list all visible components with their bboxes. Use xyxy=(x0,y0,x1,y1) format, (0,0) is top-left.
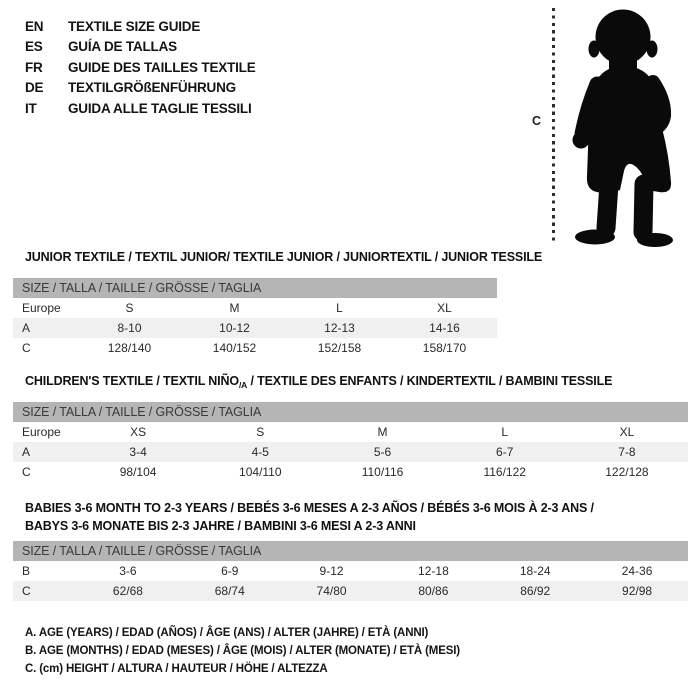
table-row xyxy=(13,422,688,442)
language-code: DE xyxy=(25,80,44,96)
children-table-title xyxy=(25,374,612,388)
cell-value: 9-12 xyxy=(319,564,344,578)
cell-value: 3-6 xyxy=(119,564,137,578)
cell-value: 24-36 xyxy=(621,564,653,578)
guide-title: GUIDE DES TAILLES TEXTILE xyxy=(68,59,256,75)
cell-value: 4-5 xyxy=(251,445,269,459)
row-label: C xyxy=(22,465,31,479)
cell-value: 140/152 xyxy=(212,341,257,355)
baby-figure xyxy=(528,4,698,252)
cell-value: 152/158 xyxy=(317,341,362,355)
cell-value: 6-7 xyxy=(496,445,514,459)
cell-value: S xyxy=(125,301,134,315)
table-row xyxy=(13,581,688,601)
cell-value: 104/110 xyxy=(239,465,282,479)
cell-value: S xyxy=(256,425,265,439)
row-label: A xyxy=(22,445,31,459)
babies-title-line1: BABIES 3-6 MONTH TO 2-3 YEARS / BEBÉS 3-6 MESES A 2-3 AÑOS / BÉBÉS 3-6 MOIS À 2-3 ANS / xyxy=(25,501,594,515)
cell-value: L xyxy=(501,425,509,439)
cell-value: 8-10 xyxy=(117,321,142,335)
cell-value: 5-6 xyxy=(373,445,392,459)
table-row xyxy=(13,462,688,482)
cell-value: 12-18 xyxy=(418,564,449,578)
table-row xyxy=(13,318,497,338)
cell-value: 7-8 xyxy=(618,445,636,459)
cell-value: 12-13 xyxy=(324,321,355,335)
table-row xyxy=(13,561,688,581)
children-title-subscript: /A xyxy=(238,380,248,390)
cell-value: 62/68 xyxy=(112,584,143,598)
cell-value: XS xyxy=(130,425,147,439)
cell-value: 3-4 xyxy=(129,445,147,459)
cell-value: 14-16 xyxy=(429,321,460,335)
row-label: C xyxy=(22,341,31,355)
cell-value: XL xyxy=(437,301,452,315)
footnote-b: B. AGE (MONTHS) / EDAD (MESES) / ÂGE (MOIS) / ALTER (MONATE) / ETÀ (MESI) xyxy=(25,645,460,657)
cell-value: 128/140 xyxy=(107,341,152,355)
cell-value: M xyxy=(229,301,240,315)
language-row xyxy=(25,98,256,119)
cell-value: 6-9 xyxy=(221,564,239,578)
cell-value: 80/86 xyxy=(418,584,449,598)
cell-value: 74/80 xyxy=(316,584,347,598)
baby-silhouette-icon xyxy=(564,8,688,248)
footnote-c: C. (cm) HEIGHT / ALTURA / HAUTEUR / HÖHE / ALTEZZA xyxy=(25,663,328,675)
table-row xyxy=(13,442,688,462)
language-code: IT xyxy=(25,100,37,116)
cell-value: M xyxy=(377,425,388,439)
row-label: C xyxy=(22,584,31,598)
language-row xyxy=(25,57,256,78)
table-row xyxy=(13,298,497,318)
cell-value: 116/122 xyxy=(483,465,526,479)
cell-value: 110/116 xyxy=(361,465,404,479)
babies-title-line2: BABYS 3-6 MONATE BIS 2-3 JAHRE / BAMBINI 3-6 MESI A 2-3 ANNI xyxy=(25,518,416,533)
row-label: A xyxy=(22,321,31,335)
cell-value: 98/104 xyxy=(119,465,157,479)
cell-value: XL xyxy=(619,425,635,439)
size-header-bar: SIZE / TALLA / TAILLE / GRÖSSE / TAGLIA xyxy=(13,402,688,422)
cell-value: 10-12 xyxy=(219,321,250,335)
row-label: Europe xyxy=(22,425,61,439)
table-row xyxy=(13,338,497,358)
guide-title: GUÍA DE TALLAS xyxy=(68,39,177,55)
footnotes xyxy=(25,624,460,678)
children-title-pre: CHILDREN'S TEXTILE / TEXTIL NIÑO xyxy=(25,374,239,388)
height-measure-label: C xyxy=(532,114,542,128)
size-header-bar: SIZE / TALLA / TAILLE / GRÖSSE / TAGLIA xyxy=(13,541,688,561)
junior-size-table xyxy=(13,278,497,358)
cell-value: 18-24 xyxy=(519,564,551,578)
cell-value: 68/74 xyxy=(214,584,245,598)
babies-size-table xyxy=(13,541,688,601)
row-label: B xyxy=(22,564,31,578)
guide-title: TEXTILE SIZE GUIDE xyxy=(68,18,201,34)
language-code: ES xyxy=(25,39,43,55)
cell-value: L xyxy=(336,301,343,315)
cell-value: 158/170 xyxy=(422,341,467,355)
guide-title: TEXTILGRÖßENFÜHRUNG xyxy=(68,80,236,96)
guide-title: GUIDA ALLE TAGLIE TESSILI xyxy=(68,100,252,116)
junior-table-title: JUNIOR TEXTILE / TEXTIL JUNIOR/ TEXTILE JUNIOR / JUNIORTEXTIL / JUNIOR TESSILE xyxy=(25,250,543,264)
footnote-a: A. AGE (YEARS) / EDAD (AÑOS) / ÂGE (ANS) / ALTER (JAHRE) / ETÀ (ANNI) xyxy=(25,627,429,639)
children-size-table xyxy=(13,402,688,482)
language-code: EN xyxy=(25,18,44,34)
size-header-bar: SIZE / TALLA / TAILLE / GRÖSSE / TAGLIA xyxy=(13,278,497,298)
row-label: Europe xyxy=(22,301,61,315)
language-code: FR xyxy=(25,59,43,75)
language-row xyxy=(25,78,256,99)
cell-value: 122/128 xyxy=(605,465,649,479)
language-title-list xyxy=(25,16,256,119)
babies-table-title xyxy=(25,500,594,535)
children-title-post: / TEXTILE DES ENFANTS / KINDERTEXTIL / BAMBINI TESSILE xyxy=(247,374,613,388)
cell-value: 86/92 xyxy=(520,584,551,598)
language-row xyxy=(25,16,256,37)
height-dotted-line xyxy=(552,8,555,245)
language-row xyxy=(25,37,256,58)
cell-value: 92/98 xyxy=(622,584,653,598)
